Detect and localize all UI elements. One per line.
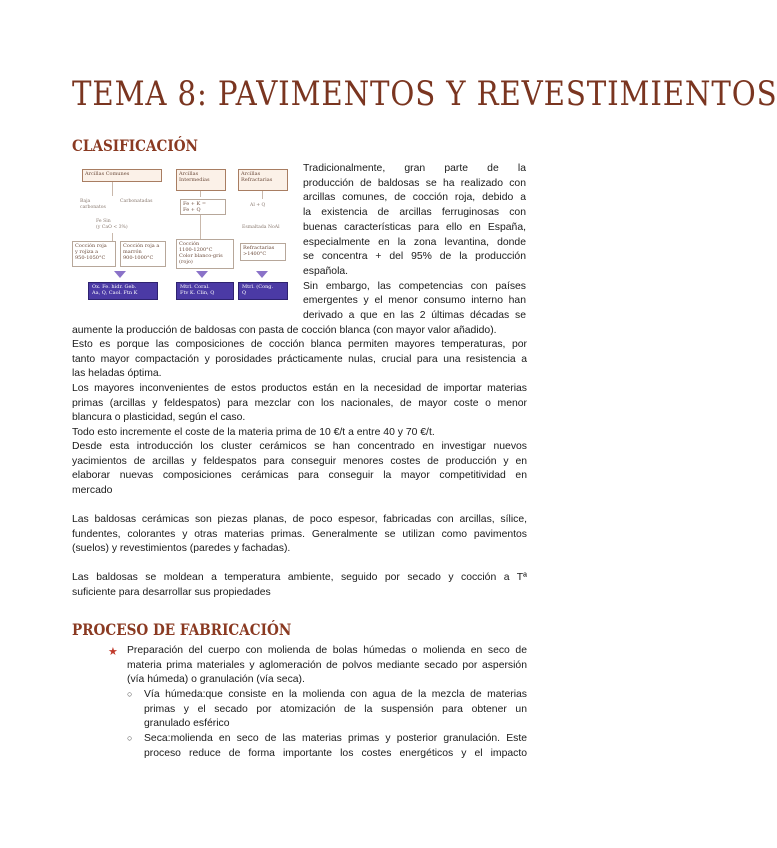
diagram-col2-result: Mtrl. Coral. Ftv K. Clin, Q [176, 282, 234, 300]
text-line: blancura o plasticidad, según el caso. [72, 412, 246, 424]
diagram-col2-arrow-icon [196, 271, 208, 278]
text-line: granulado esférico [144, 718, 230, 730]
section-heading-proceso: PROCESO DE FABRICACIÓN [72, 620, 292, 639]
text-line: producción de baldosas se ha realizado con [303, 177, 526, 189]
text-line: emergentes y el menor consumo interno han [303, 295, 526, 307]
text-line: proceso reduce de forma importante los costes energéticos y el impacto [144, 747, 527, 759]
clay-classification-diagram [72, 163, 300, 313]
circle-bullet-icon: ○ [127, 689, 133, 699]
circle-bullet-icon: ○ [127, 733, 133, 743]
diagram-col1-arrow-icon [114, 271, 126, 278]
paragraph-p3 [72, 338, 527, 382]
text-line: elaborar nuevas composiciones cerámicas para conseguir la mayor competitividad en [72, 470, 527, 482]
text-line: Las baldosas cerámicas son piezas planas, de poco espesor, fabricadas con arcillas, sílice, [72, 514, 527, 525]
paragraph-intro-side [303, 162, 526, 324]
diagram-col1-box2: Cocción roja a marrón 900-1000°C [120, 241, 166, 267]
paragraph-p4 [72, 382, 527, 426]
text-line: yacimientos de arcillas y feldespatos para conseguir menores costes de producción y en [72, 455, 527, 467]
diagram-col2-box1: Cocción 1100-1200°C Color blanco-gris (rojo) [176, 239, 234, 269]
text-line: (vía húmeda) o granulación (vía seca). [127, 674, 305, 686]
text-line: primas y el secado por atomización de la suspensión para obtener un [144, 703, 527, 715]
paragraph-p7 [72, 513, 527, 557]
text-line: suficiente para desarrollar sus propiedades [72, 586, 271, 598]
text-line: española. [303, 265, 349, 277]
text-line: Las baldosas se moldean a temperatura ambiente, seguido por secado y cocción a Tª [72, 572, 527, 583]
paragraph-p2-continuation: aumente la producción de baldosas con pasta de cocción blanca (con mayor valor añadido). [72, 325, 497, 336]
text-line: tanto mayor compactación y porosidades prácticamente nulas, crucial para una resistencia a [72, 353, 527, 365]
diagram-col3-result: Mtrl. (Cong. Q [238, 282, 288, 300]
paragraph-p5: Todo esto incremente el coste de la materia prima de 10 €/t a entre 40 y 70 €/t. [72, 427, 435, 438]
text-line: se concentra + del 95% de la producción [303, 251, 526, 263]
diagram-col1-sub1: Baja carbonatos [80, 199, 106, 210]
diagram-col1-result: Ox. Fe. hidr. Geb. Aa, Q, Caol. Ftn K [88, 282, 158, 300]
section-heading-clasificacion: CLASIFICACIÓN [72, 136, 198, 155]
diagram-col2-head: Arcillas Intermedias [176, 169, 226, 191]
star-bullet-icon: ★ [108, 646, 118, 658]
text-line: las heladas óptima. [72, 368, 162, 380]
text-line: especialmente en la zona levantina, donde [303, 236, 526, 248]
sub-item-via-seca [144, 732, 527, 761]
diagram-col1-head: Arcillas Comunes [82, 169, 162, 182]
text-line: Sin embargo, las competencias con países [303, 280, 526, 292]
text-line: arcillas comunes, de cocción roja, debido a [303, 192, 526, 204]
text-line: mercado [72, 485, 113, 497]
diagram-col3-sub2: Esmaltada NoAl [242, 225, 280, 230]
text-line: derivado a que en las 2 últimas décadas se [303, 310, 526, 322]
sub-item-via-humeda [144, 688, 527, 732]
paragraph-p6 [72, 440, 527, 499]
text-line: fundentes, colorantes y otras materias primas. Generalmente se utilizan como pavimentos [72, 528, 527, 540]
diagram-col3-box1: Refractarias >1400°C [240, 243, 286, 261]
diagram-col1-box1: Cocción roja y rojiza a 950-1050°C [72, 241, 116, 267]
diagram-col2-sub1: Fe + K = Fe + Q [180, 199, 226, 215]
list-item-preparacion [127, 644, 527, 688]
text-line: Desde esta introducción los cluster cerámicos se han concentrado en investigar nuevos [72, 441, 527, 452]
diagram-col3-arrow-icon [256, 271, 268, 278]
diagram-col3-head: Arcillas Refractarias [238, 169, 288, 191]
text-line: Esto es porque las composiciones de cocción blanca permiten mayores temperaturas, por [72, 339, 527, 350]
text-line: la existencia de arcillas ferruginosas con [303, 207, 526, 219]
text-line: primas (arcillas y feldespatos) para mezclar con los nacionales, de mayor coste o menor [72, 397, 527, 409]
text-line: Seca:molienda en seco de las materias primas y posterior granulación. Este [144, 733, 527, 744]
text-line: Preparación del cuerpo con molienda de bolas húmedas o molienda en seco de [127, 645, 527, 656]
text-line: buenas características para ello en España, [303, 221, 526, 233]
diagram-col3-sub1: Al + Q [250, 203, 266, 208]
text-line: Tradicionalmente, gran parte de la [303, 163, 526, 174]
text-line: Los mayores inconvenientes de estos productos están en la necesidad de importar materias [72, 383, 527, 394]
diagram-col1-sub2: Carbonatadas [120, 199, 153, 204]
diagram-col1-mid: Fe Sin (y CaO < 3%) [96, 219, 128, 230]
text-line: (suelos) y revestimientos (paredes y fachadas). [72, 543, 291, 555]
text-line: Vía húmeda:que consiste en la molienda con agua de la mezcla de materias [144, 689, 527, 700]
paragraph-p8 [72, 571, 527, 600]
page-title: TEMA 8: PAVIMENTOS Y REVESTIMIENTOS [72, 74, 777, 114]
text-line: materia prima materiales y aglomeración de polvos mediante secado por aspersión [127, 659, 527, 671]
